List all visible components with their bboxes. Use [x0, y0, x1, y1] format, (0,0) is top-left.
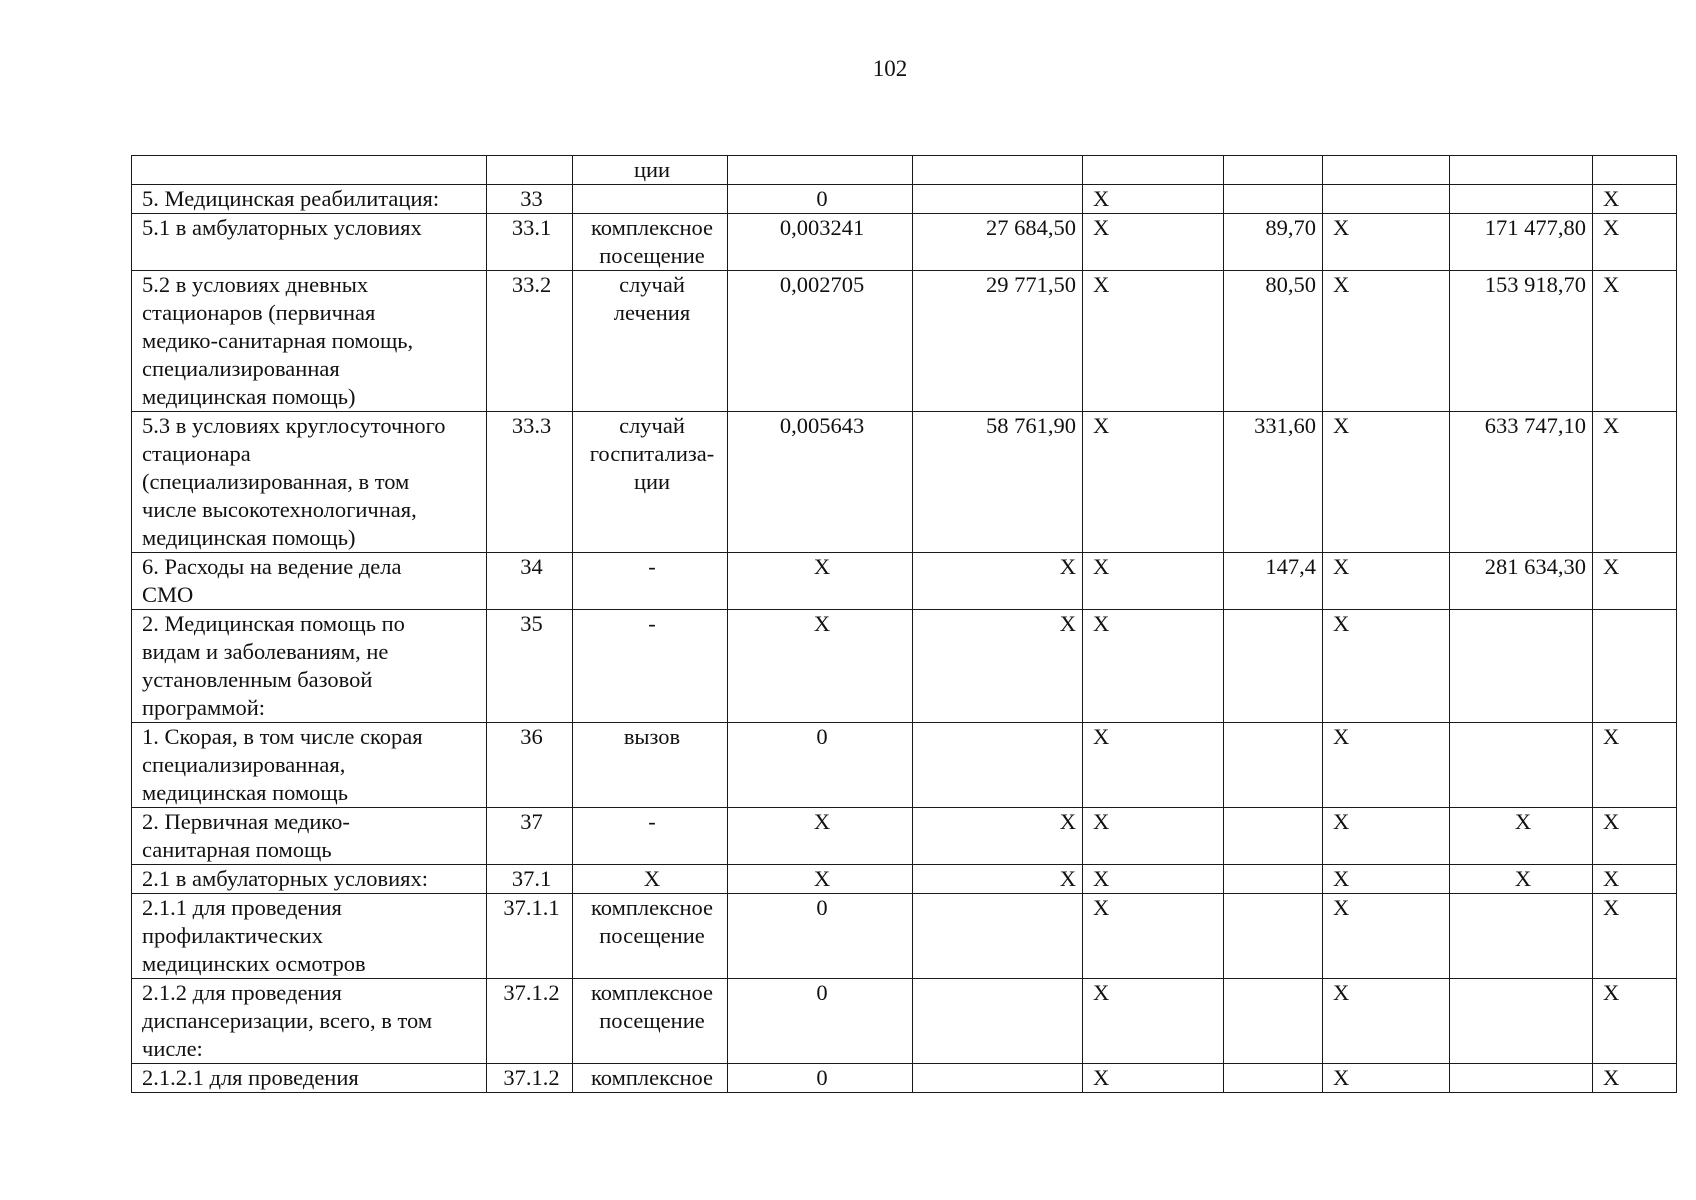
- row-name-cell: 2.1.2 для проведения диспансеризации, всего, в том числе:: [132, 979, 487, 1064]
- unit-cell: случай госпитализа- ции: [573, 412, 728, 553]
- cost-cell: [913, 185, 1083, 214]
- x-cell: X: [1593, 1064, 1677, 1093]
- norm-cell: X: [728, 610, 913, 723]
- row-number-cell: 37.1.2: [487, 1064, 573, 1093]
- x-cell: X: [1323, 553, 1450, 610]
- x-cell: X: [1083, 894, 1224, 979]
- row-number-cell: 37.1.2: [487, 979, 573, 1064]
- x-cell: X: [1593, 723, 1677, 808]
- row-number-cell: [487, 156, 573, 185]
- unit-cell: -: [573, 553, 728, 610]
- row-name-cell: 5.3 в условиях круглосуточного стационара (специализированная, в том числе высокотехнологичная, медицинская помощь): [132, 412, 487, 553]
- x-cell: X: [1323, 1064, 1450, 1093]
- x-cell: X: [1593, 185, 1677, 214]
- unit-cell: комплексное посещение: [573, 979, 728, 1064]
- unit-cell: ции: [573, 156, 728, 185]
- x-cell: X: [1083, 610, 1224, 723]
- row-number-cell: 37.1.1: [487, 894, 573, 979]
- per-capita-cell: [1224, 865, 1323, 894]
- total-cell: X: [1450, 865, 1593, 894]
- row-name-cell: 5. Медицинская реабилитация:: [132, 185, 487, 214]
- unit-cell: -: [573, 610, 728, 723]
- row-name-cell: 2. Первичная медико- санитарная помощь: [132, 808, 487, 865]
- unit-cell: комплексное: [573, 1064, 728, 1093]
- norm-cell: X: [728, 808, 913, 865]
- x-cell: X: [1323, 723, 1450, 808]
- x-cell: X: [1323, 894, 1450, 979]
- per-capita-cell: [1224, 979, 1323, 1064]
- x-cell: X: [1593, 979, 1677, 1064]
- per-capita-cell: 89,70: [1224, 214, 1323, 271]
- cost-cell: X: [913, 553, 1083, 610]
- row-name-cell: 1. Скорая, в том числе скорая специализированная, медицинская помощь: [132, 723, 487, 808]
- row-number-cell: 37: [487, 808, 573, 865]
- per-capita-cell: [1224, 808, 1323, 865]
- table-row: [132, 214, 1677, 271]
- row-number-cell: 33.2: [487, 271, 573, 412]
- x-cell: X: [1083, 271, 1224, 412]
- cost-cell: 27 684,50: [913, 214, 1083, 271]
- x-cell: X: [1083, 412, 1224, 553]
- cost-cell: X: [913, 865, 1083, 894]
- x-cell: X: [1593, 865, 1677, 894]
- row-number-cell: 33.1: [487, 214, 573, 271]
- row-number-cell: 36: [487, 723, 573, 808]
- unit-cell: [573, 185, 728, 214]
- table-row: [132, 553, 1677, 610]
- x-cell: [1593, 156, 1677, 185]
- norm-cell: 0: [728, 723, 913, 808]
- unit-cell: комплексное посещение: [573, 214, 728, 271]
- cost-cell: X: [913, 610, 1083, 723]
- per-capita-cell: [1224, 156, 1323, 185]
- total-cell: [1450, 610, 1593, 723]
- norm-cell: 0: [728, 185, 913, 214]
- norm-cell: 0,003241: [728, 214, 913, 271]
- row-number-cell: 33: [487, 185, 573, 214]
- x-cell: X: [1323, 610, 1450, 723]
- unit-cell: случай лечения: [573, 271, 728, 412]
- unit-cell: X: [573, 865, 728, 894]
- x-cell: X: [1083, 723, 1224, 808]
- x-cell: X: [1083, 553, 1224, 610]
- x-cell: X: [1083, 979, 1224, 1064]
- per-capita-cell: 147,4: [1224, 553, 1323, 610]
- x-cell: X: [1593, 553, 1677, 610]
- row-name-cell: 2.1 в амбулаторных условиях:: [132, 865, 487, 894]
- per-capita-cell: [1224, 1064, 1323, 1093]
- x-cell: X: [1323, 214, 1450, 271]
- x-cell: X: [1083, 185, 1224, 214]
- row-number-cell: 35: [487, 610, 573, 723]
- cost-cell: [913, 723, 1083, 808]
- per-capita-cell: [1224, 894, 1323, 979]
- table-row: [132, 723, 1677, 808]
- norm-cell: 0,002705: [728, 271, 913, 412]
- cost-cell: X: [913, 808, 1083, 865]
- total-cell: 281 634,30: [1450, 553, 1593, 610]
- total-cell: 633 747,10: [1450, 412, 1593, 553]
- table-row: [132, 865, 1677, 894]
- row-name-cell: 2.1.1 для проведения профилактических медицинских осмотров: [132, 894, 487, 979]
- norm-cell: X: [728, 553, 913, 610]
- per-capita-cell: [1224, 723, 1323, 808]
- per-capita-cell: 80,50: [1224, 271, 1323, 412]
- x-cell: X: [1083, 865, 1224, 894]
- cost-cell: [913, 1064, 1083, 1093]
- x-cell: X: [1593, 894, 1677, 979]
- unit-cell: вызов: [573, 723, 728, 808]
- norm-cell: 0,005643: [728, 412, 913, 553]
- x-cell: [1323, 156, 1450, 185]
- x-cell: X: [1323, 271, 1450, 412]
- x-cell: X: [1323, 979, 1450, 1064]
- norm-cell: 0: [728, 979, 913, 1064]
- norm-cell: X: [728, 865, 913, 894]
- row-name-cell: 5.1 в амбулаторных условиях: [132, 214, 487, 271]
- row-name-cell: 2.1.2.1 для проведения: [132, 1064, 487, 1093]
- x-cell: [1083, 156, 1224, 185]
- x-cell: X: [1083, 214, 1224, 271]
- cost-cell: [913, 894, 1083, 979]
- total-cell: [1450, 723, 1593, 808]
- x-cell: X: [1593, 214, 1677, 271]
- per-capita-cell: [1224, 185, 1323, 214]
- cost-cell: [913, 979, 1083, 1064]
- row-name-cell: 2. Медицинская помощь по видам и заболеваниям, не установленным базовой программой:: [132, 610, 487, 723]
- table-row: [132, 808, 1677, 865]
- unit-cell: -: [573, 808, 728, 865]
- norm-cell: 0: [728, 1064, 913, 1093]
- per-capita-cell: 331,60: [1224, 412, 1323, 553]
- x-cell: X: [1083, 1064, 1224, 1093]
- total-cell: [1450, 156, 1593, 185]
- x-cell: X: [1593, 412, 1677, 553]
- table-row: [132, 271, 1677, 412]
- cost-cell: 58 761,90: [913, 412, 1083, 553]
- norm-cell: 0: [728, 894, 913, 979]
- total-cell: 171 477,80: [1450, 214, 1593, 271]
- row-number-cell: 33.3: [487, 412, 573, 553]
- table-row: [132, 979, 1677, 1064]
- data-table: [131, 155, 1677, 1093]
- x-cell: X: [1323, 865, 1450, 894]
- row-number-cell: 34: [487, 553, 573, 610]
- total-cell: [1450, 185, 1593, 214]
- total-cell: [1450, 894, 1593, 979]
- table-row: [132, 610, 1677, 723]
- row-number-cell: 37.1: [487, 865, 573, 894]
- x-cell: [1593, 610, 1677, 723]
- table-row: [132, 894, 1677, 979]
- table-row: [132, 185, 1677, 214]
- total-cell: [1450, 1064, 1593, 1093]
- cost-cell: [913, 156, 1083, 185]
- x-cell: X: [1593, 808, 1677, 865]
- unit-cell: комплексное посещение: [573, 894, 728, 979]
- table-row: [132, 156, 1677, 185]
- x-cell: X: [1083, 808, 1224, 865]
- row-name-cell: [132, 156, 487, 185]
- total-cell: X: [1450, 808, 1593, 865]
- page-number: 102: [872, 56, 908, 81]
- total-cell: 153 918,70: [1450, 271, 1593, 412]
- table-row: [132, 1064, 1677, 1093]
- x-cell: X: [1323, 412, 1450, 553]
- row-name-cell: 5.2 в условиях дневных стационаров (первичная медико-санитарная помощь, специализированная медицинская помощь): [132, 271, 487, 412]
- total-cell: [1450, 979, 1593, 1064]
- table-row: [132, 412, 1677, 553]
- per-capita-cell: [1224, 610, 1323, 723]
- x-cell: X: [1323, 808, 1450, 865]
- x-cell: X: [1593, 271, 1677, 412]
- norm-cell: [728, 156, 913, 185]
- cost-cell: 29 771,50: [913, 271, 1083, 412]
- x-cell: [1323, 185, 1450, 214]
- row-name-cell: 6. Расходы на ведение дела СМО: [132, 553, 487, 610]
